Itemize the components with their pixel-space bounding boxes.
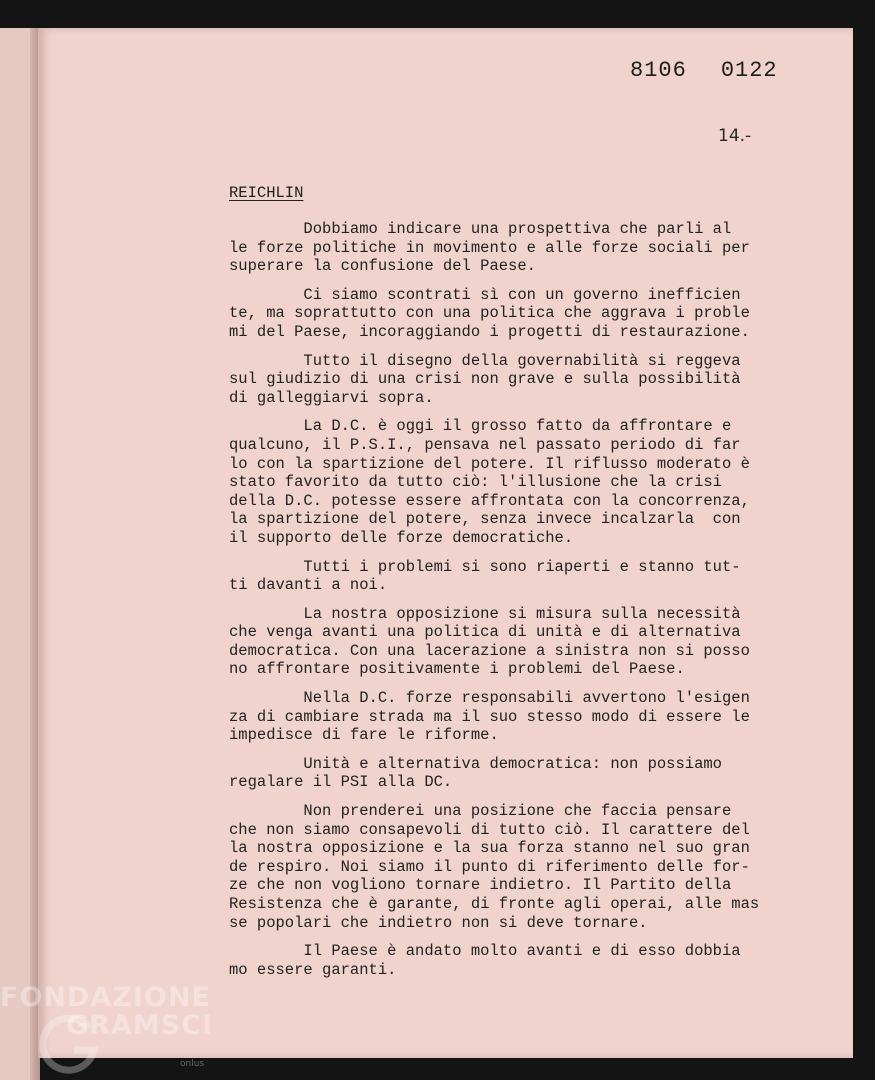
- text-line: qualcuno, il P.S.I., pensava nel passato periodo di far: [229, 435, 741, 454]
- text-line: Non prenderei una posizione che faccia pensare: [229, 802, 732, 821]
- archive-code-part: 8106: [630, 58, 687, 83]
- archive-code: [630, 58, 778, 83]
- text-line: che venga avanti una politica di unità e di alternativa: [229, 623, 741, 642]
- text-line: Ci siamo scontrati sì con un governo inefficien: [229, 285, 741, 304]
- watermark-line: onlus: [180, 1059, 205, 1069]
- paragraph: [229, 755, 789, 792]
- text-line: Unità e alternativa democratica: non possiamo: [229, 754, 722, 773]
- text-line: Il Paese è andato molto avanti e di esso dobbia: [229, 942, 741, 961]
- text-line: mi del Paese, incoraggiando i progetti di restaurazione.: [229, 322, 750, 341]
- paragraph: [229, 689, 789, 745]
- text-line: ze che non vogliono tornare indietro. Il Partito della: [229, 876, 732, 895]
- watermark-line: FONDAZIONE: [0, 982, 211, 1013]
- paragraph: [229, 352, 789, 408]
- text-line: Resistenza che è garante, di fronte agli operai, alle mas: [229, 895, 760, 913]
- text-line: di galleggiarvi sopra.: [229, 388, 434, 407]
- paragraph: [229, 802, 789, 932]
- speaker-heading: REICHLIN: [229, 184, 304, 202]
- text-line: democratica. Con una lacerazione a sinistra non si posso: [229, 641, 750, 660]
- paragraph: [229, 605, 789, 679]
- paragraph: [229, 942, 789, 979]
- text-line: mo essere garanti.: [229, 960, 397, 979]
- page-number: 14.-: [718, 126, 752, 146]
- text-line: de respiro. Noi siamo il punto di riferimento delle for-: [229, 857, 750, 876]
- text-line: stato favorito da tutto ciò: l'illusione che la crisi: [229, 473, 722, 492]
- text-line: se popolari che indietro non si deve tornare.: [229, 913, 648, 932]
- text-line: impedisce di fare le riforme.: [229, 726, 499, 745]
- text-line: Dobbiamo indicare una prospettiva che parli al: [229, 220, 732, 238]
- watermark-logo: [0, 982, 214, 1069]
- paragraph: [229, 558, 789, 595]
- paragraph: [229, 220, 789, 276]
- text-line: ti davanti a noi.: [229, 576, 388, 595]
- text-line: il supporto delle forze democratiche.: [229, 528, 574, 547]
- text-line: sul giudizio di una crisi non grave e sulla possibilità: [229, 370, 741, 389]
- typed-body: [229, 220, 789, 989]
- watermark-swirl-icon: [34, 1008, 104, 1078]
- text-line: la spartizione del potere, senza invece incalzarla con: [229, 510, 741, 529]
- text-line: te, ma soprattutto con una politica che aggrava i proble: [229, 304, 750, 323]
- text-line: Tutti i problemi si sono riaperti e stanno tut-: [229, 557, 741, 576]
- text-line: regalare il PSI alla DC.: [229, 773, 453, 792]
- text-line: La nostra opposizione si misura sulla necessità: [229, 604, 741, 623]
- paragraph: [229, 286, 789, 342]
- text-line: no affrontare positivamente i problemi del Paese.: [229, 660, 685, 679]
- text-line: superare la confusione del Paese.: [229, 257, 536, 276]
- text-line: della D.C. potesse essere affrontata con la concorrenza,: [229, 491, 750, 510]
- text-line: za di cambiare strada ma il suo stesso modo di essere le: [229, 707, 750, 726]
- text-line: che non siamo consapevoli di tutto ciò. Il carattere del: [229, 820, 750, 839]
- text-line: Tutto il disegno della governabilità si reggeva: [229, 351, 741, 370]
- paragraph: [229, 417, 789, 547]
- archive-code-part: 0122: [720, 58, 778, 83]
- text-line: le forze politiche in movimento e alle forze sociali per: [229, 238, 750, 257]
- text-line: La D.C. è oggi il grosso fatto da affrontare e: [229, 417, 732, 436]
- text-line: la nostra opposizione e la sua forza stanno nel suo gran: [229, 839, 750, 858]
- text-line: lo con la spartizione del potere. Il riflusso moderato è: [229, 454, 750, 473]
- text-line: Nella D.C. forze responsabili avvertono l'esigen: [229, 689, 750, 708]
- watermark-line: GRAMSCI: [66, 1010, 214, 1041]
